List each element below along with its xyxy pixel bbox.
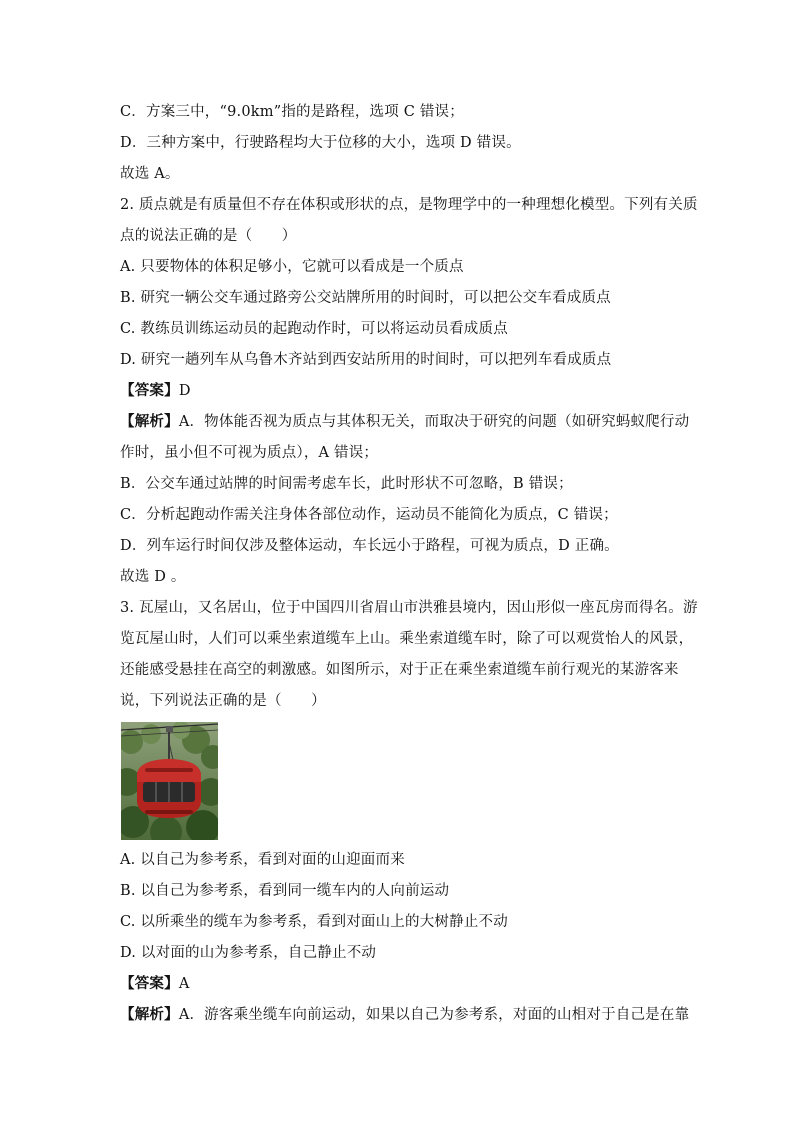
answer-value: A — [178, 976, 190, 992]
q2-analysis-line-1 — [120, 412, 690, 432]
answer-value: D — [178, 383, 191, 399]
q2-option-c: C. 教练员训练运动员的起跑动作时，可以将运动员看成质点 — [120, 321, 508, 337]
q3-stem-line-1: 3. 瓦屋山，又名居山，位于中国四川省眉山市洪雅县境内，因山形似一座瓦房而得名。游 — [120, 600, 698, 616]
q2-conclusion: 故选 D 。 — [120, 569, 186, 585]
q2-answer — [120, 381, 680, 401]
analysis-label: 【解析】 — [120, 1006, 179, 1023]
q2-stem-line-1: 2. 质点就是有质量但不存在体积或形状的点，是物理学中的一种理想化模型。下列有关质 — [120, 197, 698, 213]
q2-option-a: A. 只要物体的体积足够小，它就可以看成是一个质点 — [120, 259, 464, 275]
q3-stem-line-3: 还能感受悬挂在高空的刺激感。如图所示，对于正在乘坐索道缆车前行观光的某游客来 — [120, 662, 679, 678]
answer-label: 【答案】 — [120, 382, 179, 399]
q2-analysis-line-3: B．公交车通过站牌的时间需考虑车长，此时形状不可忽略，B 错误； — [120, 476, 573, 492]
analysis-text: A．物体能否视为质点与其体积无关，而取决于研究的问题（如研究蚂蚁爬行动 — [178, 414, 690, 430]
q2-stem-line-2: 点的说法正确的是（ ） — [120, 228, 297, 244]
q2-analysis-line-2: 作时，虽小但不可视为质点），A 错误； — [120, 445, 379, 461]
q3-answer — [120, 974, 680, 994]
option-c-q1-analysis: C．方案三中，“9.0km”指的是路程，选项 C 错误； — [120, 104, 464, 120]
analysis-label: 【解析】 — [120, 413, 179, 430]
q3-option-c: C. 以所乘坐的缆车为参考系，看到对面山上的大树静止不动 — [120, 914, 508, 930]
q3-option-b: B. 以自己为参考系，看到同一缆车内的人向前运动 — [120, 883, 450, 899]
q3-option-d: D. 以对面的山为参考系，自己静止不动 — [120, 945, 377, 961]
option-d-q1-analysis: D．三种方案中，行驶路程均大于位移的大小，选项 D 错误。 — [120, 135, 521, 151]
q2-analysis-line-5: D．列车运行时间仅涉及整体运动，车长远小于路程，可视为质点，D 正确。 — [120, 538, 619, 554]
analysis-text: A．游客乘坐缆车向前运动，如果以自己为参考系，对面的山相对于自己是在靠 — [178, 1007, 690, 1023]
answer-label: 【答案】 — [120, 975, 179, 992]
q2-option-b: B. 研究一辆公交车通过路旁公交站牌所用的时间时，可以把公交车看成质点 — [120, 290, 611, 306]
q2-option-d: D. 研究一趟列车从乌鲁木齐站到西安站所用的时间时，可以把列车看成质点 — [120, 352, 612, 368]
cable-car-photo — [121, 722, 218, 840]
q3-stem-line-2: 览瓦屋山时，人们可以乘坐索道缆车上山。乘坐索道缆车时，除了可以观赏怡人的风景， — [120, 631, 694, 647]
q3-analysis-line-1 — [120, 1005, 690, 1025]
q3-option-a: A. 以自己为参考系，看到对面的山迎面而来 — [120, 852, 405, 868]
q3-stem-line-4: 说，下列说法正确的是（ ） — [120, 693, 326, 709]
q1-conclusion: 故选 A。 — [120, 166, 180, 182]
q2-analysis-line-4: C．分析起跑动作需关注身体各部位动作，运动员不能简化为质点，C 错误； — [120, 507, 618, 523]
